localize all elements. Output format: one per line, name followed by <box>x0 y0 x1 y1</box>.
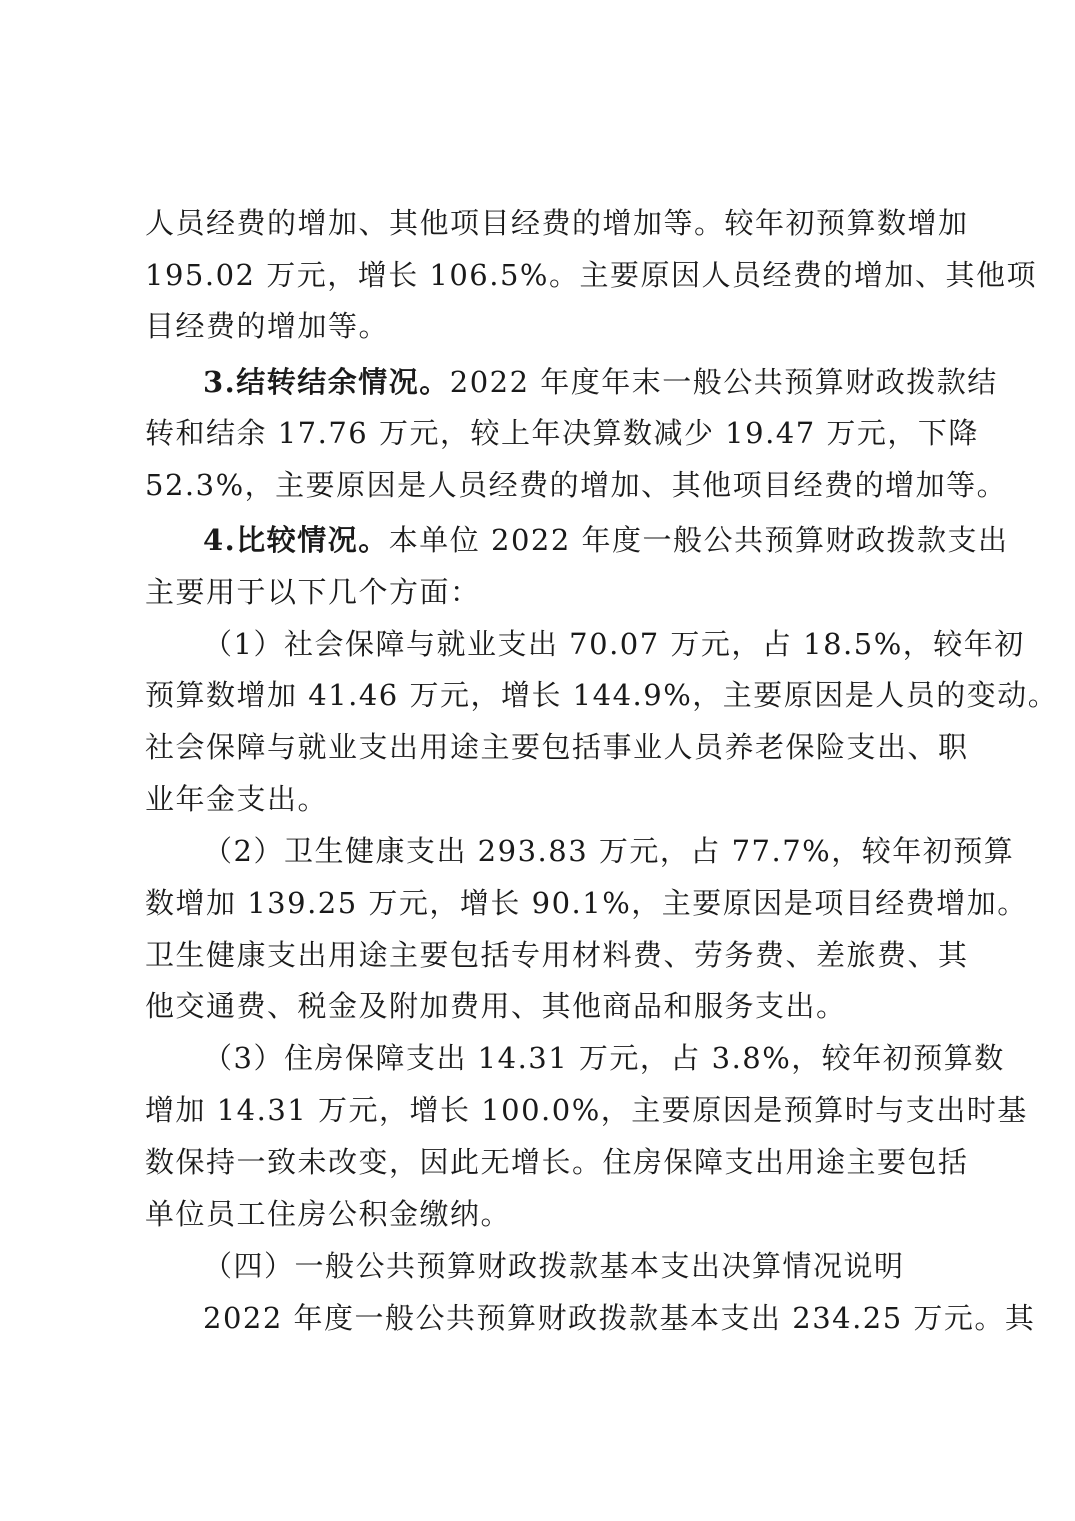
list-item-line <box>203 624 1025 664</box>
subsection-heading <box>203 1246 905 1286</box>
text-run: 增加 14.31 万元，增长 100.0%，主要原因是预算时与支出时基 <box>145 1093 1028 1127</box>
text-run: 主要用于以下几个方面： <box>145 575 481 609</box>
text-run: （2）卫生健康支出 293.83 万元，占 77.7%，较年初预算 <box>203 834 1015 868</box>
text-run: 人员经费的增加、其他项目经费的增加等。较年初预算数增加 <box>145 206 969 240</box>
text-line <box>145 413 979 453</box>
text-run: 他交通费、税金及附加费用、其他商品和服务支出。 <box>145 989 847 1023</box>
text-line <box>145 465 1007 505</box>
text-run: 2022 年度年末一般公共预算财政拨款结 <box>449 365 998 399</box>
text-line <box>145 572 481 612</box>
list-item-line <box>203 1038 1005 1078</box>
text-line <box>145 255 1037 295</box>
text-line <box>145 986 847 1026</box>
text-run: 数保持一致未改变，因此无增长。住房保障支出用途主要包括 <box>145 1145 969 1179</box>
text-line <box>145 1142 969 1182</box>
section-heading-line <box>203 520 1009 560</box>
text-run: （四）一般公共预算财政拨款基本支出决算情况说明 <box>203 1249 905 1283</box>
text-run: 业年金支出。 <box>145 782 329 816</box>
section-heading: 4.比较情况。 <box>203 523 389 557</box>
text-line <box>203 1298 1035 1338</box>
text-run: 195.02 万元，增长 106.5%。主要原因人员经费的增加、其他项 <box>145 258 1037 292</box>
text-run: （3）住房保障支出 14.31 万元，占 3.8%，较年初预算数 <box>203 1041 1005 1075</box>
text-line <box>145 306 389 346</box>
section-heading-line <box>203 362 998 402</box>
text-line <box>145 675 1058 715</box>
section-heading: 3.结转结余情况。 <box>203 365 450 399</box>
list-item-line <box>203 831 1014 871</box>
text-run: 2022 年度一般公共预算财政拨款基本支出 234.25 万元。其 <box>203 1301 1036 1335</box>
text-run: （1）社会保障与就业支出 70.07 万元，占 18.5%，较年初 <box>203 627 1025 661</box>
text-run: 数增加 139.25 万元，增长 90.1%，主要原因是项目经费增加。 <box>145 886 1028 920</box>
text-run: 社会保障与就业支出用途主要包括事业人员养老保险支出、职 <box>145 730 969 764</box>
text-line <box>145 203 969 243</box>
text-run: 52.3%，主要原因是人员经费的增加、其他项目经费的增加等。 <box>145 468 1008 502</box>
text-run: 预算数增加 41.46 万元，增长 144.9%，主要原因是人员的变动。 <box>145 678 1059 712</box>
text-line <box>145 883 1028 923</box>
text-run: 卫生健康支出用途主要包括专用材料费、劳务费、差旅费、其 <box>145 938 969 972</box>
text-line <box>145 1090 1028 1130</box>
text-line <box>145 1194 511 1234</box>
text-line <box>145 779 328 819</box>
text-line <box>145 935 969 975</box>
text-line <box>145 727 969 767</box>
text-run: 单位员工住房公积金缴纳。 <box>145 1197 512 1231</box>
text-run: 转和结余 17.76 万元，较上年决算数减少 19.47 万元，下降 <box>145 416 979 450</box>
text-run: 目经费的增加等。 <box>145 309 390 343</box>
text-run: 本单位 2022 年度一般公共预算财政拨款支出 <box>388 523 1009 557</box>
